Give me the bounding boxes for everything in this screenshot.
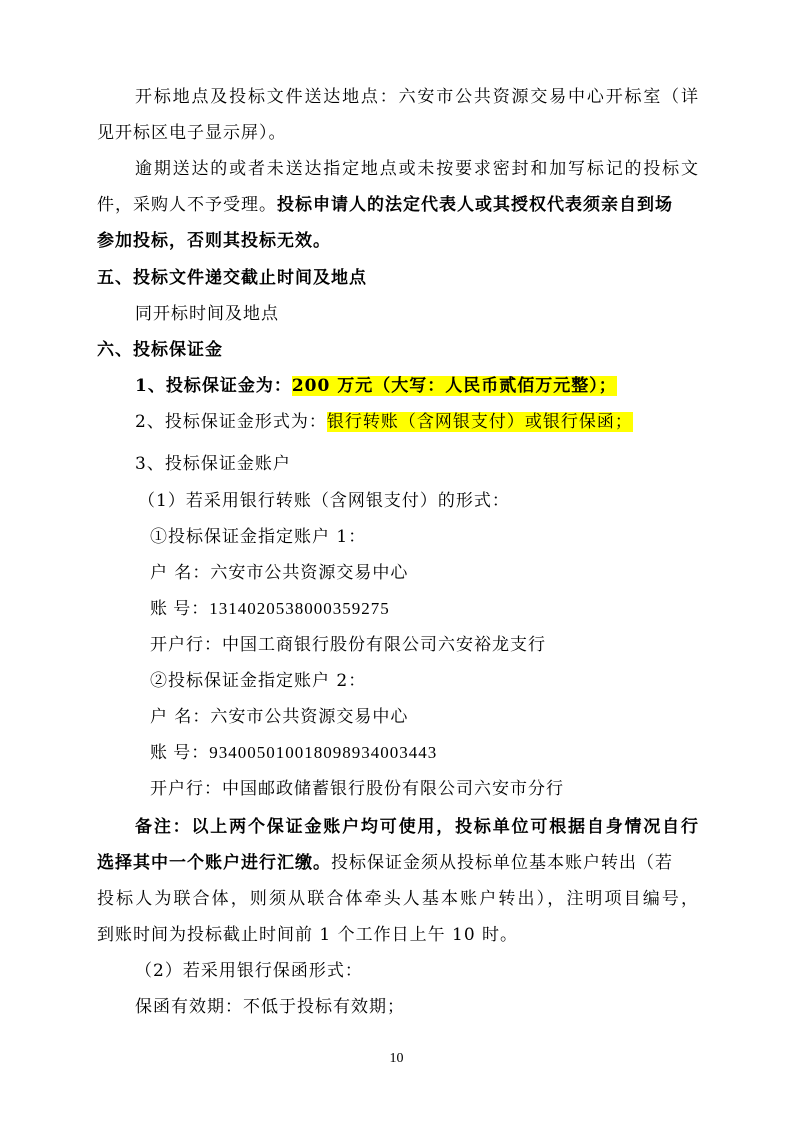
bank-transfer-heading: （1）若采用银行转账（含网银支付）的形式： — [138, 491, 510, 511]
account2-number: 账 号：934005010018098934003443 — [150, 743, 438, 762]
guarantee-validity: 保函有效期：不低于投标有效期； — [135, 997, 405, 1017]
note-line2-bold: 选择其中一个账户进行汇缴。 — [97, 853, 331, 873]
note-line1: 备注：以上两个保证金账户均可使用，投标单位可根据自身情况自行 — [135, 817, 699, 837]
deposit-amount-prefix: 1、投标保证金为： — [135, 376, 292, 396]
note-line3: 投标人为联合体，则须从联合体牵头人基本账户转出），注明项目编号， — [97, 889, 699, 909]
account2-name: 户 名：六安市公共资源交易中心 — [150, 707, 409, 727]
account2-title: ②投标保证金指定账户 2： — [150, 671, 367, 691]
deposit-amount-value: 200 万元（大写：人民币贰佰万元整）； — [291, 376, 617, 396]
note-line2 — [97, 851, 673, 875]
deposit-amount-item — [135, 374, 617, 398]
account2-bank: 开户行：中国邮政储蓄银行股份有限公司六安市分行 — [150, 779, 564, 799]
para2-line2-bold: 投标申请人的法定代表人或其授权代表须亲自到场 — [277, 195, 673, 215]
account1-number: 账 号：1314020538000359275 — [150, 599, 390, 618]
deposit-form-prefix: 2、投标保证金形式为： — [135, 412, 327, 432]
bank-guarantee-heading: （2）若采用银行保函形式： — [135, 961, 363, 981]
account1-bank: 开户行：中国工商银行股份有限公司六安裕龙支行 — [150, 635, 546, 655]
deposit-form-item — [135, 410, 633, 434]
para2-line3-bold: 参加投标，否则其投标无效。 — [97, 231, 331, 251]
account1-title: ①投标保证金指定账户 1： — [150, 527, 367, 547]
deposit-account-item: 3、投标保证金账户 — [135, 454, 291, 474]
section5-heading: 五、投标文件递交截止时间及地点 — [97, 268, 367, 288]
para2-line2 — [97, 193, 673, 217]
note-line2-normal: 投标保证金须从投标单位基本账户转出（若 — [331, 853, 673, 873]
note-line4: 到账时间为投标截止时间前 1 个工作日上午 10 时。 — [97, 925, 519, 945]
account1-name: 户 名：六安市公共资源交易中心 — [150, 563, 409, 583]
section6-heading: 六、投标保证金 — [97, 340, 223, 360]
page-number: 10 — [389, 1051, 404, 1066]
section5-text: 同开标时间及地点 — [135, 304, 279, 324]
deposit-form-value: 银行转账（含网银支付）或银行保函； — [326, 412, 633, 432]
para2-line2-normal: 件，采购人不予受理。 — [97, 195, 277, 215]
para2-line1: 逾期送达的或者未送达指定地点或未按要求密封和加写标记的投标文 — [135, 159, 699, 179]
para1-line2: 见开标区电子显示屏）。 — [97, 123, 287, 143]
para1-line1: 开标地点及投标文件送达地点：六安市公共资源交易中心开标室（详 — [135, 87, 699, 107]
